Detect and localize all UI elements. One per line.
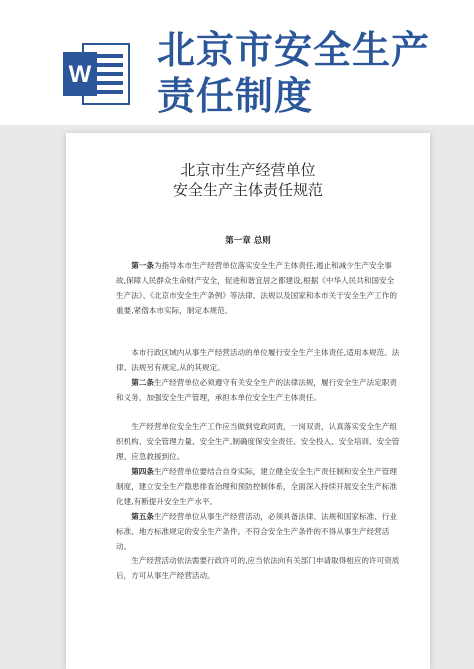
paragraph-scope	[116, 345, 400, 375]
article-label: 第四条	[131, 467, 154, 476]
article-label: 第一条	[131, 261, 154, 270]
paragraph-article-1	[116, 258, 400, 318]
article-label: 第五条	[131, 512, 154, 521]
word-icon-letter: W	[68, 61, 92, 88]
document-title-line1: 北京市生产经营单位	[180, 161, 316, 179]
chapter-heading: 第一章 总则	[225, 236, 271, 246]
paragraph-article-2	[116, 375, 400, 405]
paragraph-text: 生产经营单位必须遵守有关安全生产的法律法规，履行安全生产法定职责和义务，加强安全生产管理，承担本单位安全生产主体责任。	[116, 378, 397, 402]
paragraph-license	[116, 553, 400, 583]
document-page	[66, 133, 430, 669]
article-label: 第二条	[131, 378, 154, 387]
paragraph-responsibility	[116, 419, 400, 464]
paragraph-text: 为指导本市生产经营单位落实安全生产主体责任,遏止和减少生产安全事故,保障人民群众生命财产安全，促进和谐宜居之都建设,根据《中华人民共和国安全生产法》、《北京市安全生产条例》等法律、法规以及国家和本市关于安全生产工作的重要,紧偺本市实际，制定本规范。	[116, 261, 397, 315]
paragraph-text: 生产经营活动依法需要行政许可的,应当依法向有关部门申请取得相应的许可资质后，方可从事生产经营活动。	[116, 556, 400, 580]
paragraph-article-4	[116, 464, 400, 509]
paragraph-text: 生产经营单位安全生产工作应当做到党政同责，一岗双责，认真落实安全生产组织机构、安全管理力量、安全生产,制确度保安全责任、安全投入、安全培训、安全管理、应急救援到位。	[116, 422, 400, 461]
word-document-icon	[61, 38, 133, 110]
banner-title: 北京市安全生产责任制度	[157, 28, 431, 118]
banner-header	[0, 0, 474, 125]
paragraph-text: 本市行政区域内从事生产经营活动的单位履行安全生产主体责任,适用本规范。法律、法规另有规定,从的其规定。	[116, 348, 400, 372]
paragraph-text: 生产经营单位从事生产经营活动，必须具备法律、法规和国家标准、行业标准、地方标准规定的安全生产条件。不符合安全生产条件的不得从事生产经营活动。	[116, 512, 397, 551]
paragraph-text: 生产经营单位要结合自身实际，建立健全安全生产责任制和安全生产管理制度，建立安全生产隐患排查治理和预防控制体系，全面深入持续开展安全生产标准化建,有断提升安全生产水平。	[116, 467, 397, 506]
document-title-line2: 安全生产主体责任规范	[172, 181, 323, 199]
paragraph-article-5	[116, 509, 400, 554]
